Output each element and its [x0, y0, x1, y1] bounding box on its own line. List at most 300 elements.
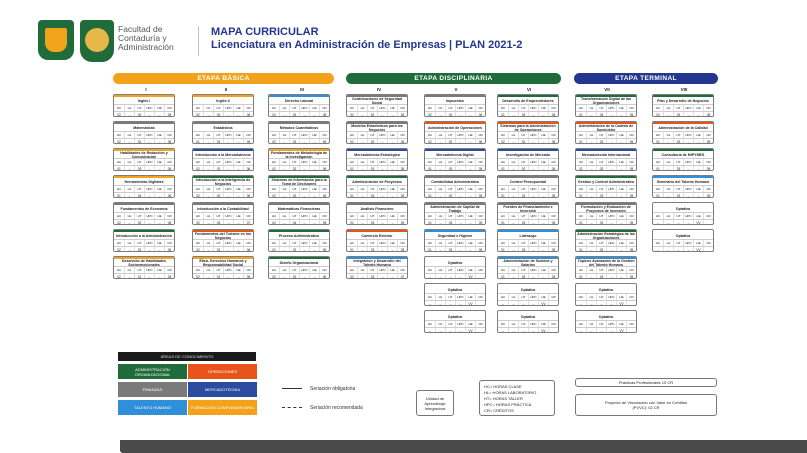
hours-value-cell: 05: [243, 274, 253, 279]
hours-header-cell: CR: [626, 240, 636, 246]
hours-value-row: [425, 219, 485, 225]
hours-value-cell: 02: [350, 275, 354, 279]
hours-header-cell: CR: [703, 186, 713, 192]
hours-value-cell: 02: [213, 166, 223, 171]
hours-header-cell: CR: [397, 267, 407, 273]
hours-value-cell: 05: [397, 220, 407, 225]
hours-header-cell: HPC: [144, 132, 154, 138]
hours-value-cell: --: [387, 247, 397, 252]
hours-header-cell: CR: [548, 294, 558, 300]
hours-header-cell: HL: [586, 132, 596, 138]
hours-value-cell: --: [377, 247, 387, 252]
hours-value-cell: 01: [579, 275, 583, 279]
course-name: Análisis Financiero: [347, 203, 407, 212]
semester-3: III: [300, 87, 304, 92]
hours-header-cell: CR: [397, 159, 407, 165]
hours-header-cell: HC: [500, 160, 506, 164]
semester-1: I: [145, 87, 147, 92]
hours-value-cell: --: [616, 193, 626, 198]
hours-header-cell: CR: [475, 105, 485, 111]
course-name: Contabilidad Administrativa: [425, 176, 485, 185]
hours-header-cell: HL: [203, 267, 213, 273]
course-card: [268, 256, 330, 279]
hours-value-cell: --: [223, 112, 233, 117]
hours-value-cell: 05: [475, 166, 485, 171]
hours-header-cell: HE: [233, 132, 243, 138]
hours-header-row: [269, 158, 329, 165]
hours-value-cell: 06: [319, 247, 329, 252]
course-name: Optativa: [520, 314, 536, 319]
hours-value-cell: 02: [117, 140, 121, 144]
hours-header-cell: HC: [427, 106, 433, 110]
hours-header-cell: HT: [289, 132, 299, 138]
hours-header-row: [653, 239, 713, 246]
hours-header-cell: HT: [596, 240, 606, 246]
hours-header-cell: HE: [233, 159, 243, 165]
hours-header-cell: HE: [465, 132, 475, 138]
hours-value-row: [193, 273, 253, 279]
hours-header-cell: HE: [616, 240, 626, 246]
hours-value-cell: 06: [475, 112, 485, 117]
hours-value-cell: 01: [196, 140, 200, 144]
hours-value-cell: 02: [117, 275, 121, 279]
hours-header-cell: HE: [693, 105, 703, 111]
hours-header-cell: HT: [134, 159, 144, 165]
hours-header-cell: HPC: [377, 267, 387, 273]
course-card: [424, 202, 486, 225]
hours-header-cell: HT: [445, 186, 455, 192]
hours-value-cell: 03: [518, 193, 528, 198]
hours-value-cell: 03: [134, 166, 144, 171]
unidad-integradora: Unidad de Aprendizaje Integradora: [416, 390, 454, 416]
course-card: [497, 175, 559, 198]
course-name: Derecho Laboral: [269, 95, 329, 104]
hours-header-cell: HPC: [528, 105, 538, 111]
hours-header-cell: HPC: [377, 159, 387, 165]
hours-header-cell: HT: [518, 132, 528, 138]
hours-header-row: [193, 212, 253, 219]
hours-value-cell: [703, 220, 713, 225]
course-name: Optativa: [447, 314, 463, 319]
hours-header-cell: HE: [538, 267, 548, 273]
hours-header-row: [114, 185, 174, 192]
course-card: [575, 148, 637, 171]
hours-value-row: [653, 192, 713, 198]
hours-header-cell: HPC: [683, 186, 693, 192]
hours-value-cell: --: [357, 274, 367, 279]
hours-header-cell: CR: [319, 213, 329, 219]
hours-value-cell: --: [279, 193, 289, 198]
hours-value-cell: --: [445, 301, 455, 306]
hours-value-cell: --: [693, 112, 703, 117]
hours-value-cell: 01: [213, 274, 223, 279]
hours-value-cell: 01: [501, 194, 505, 198]
hours-value-cell: 03: [518, 112, 528, 117]
hours-header-cell: HC: [500, 268, 506, 272]
hours-value-cell: --: [579, 302, 583, 306]
hours-header-cell: CR: [319, 132, 329, 138]
hours-value-cell: 05: [626, 139, 636, 144]
hours-value-cell: 02: [289, 112, 299, 117]
hours-header-cell: HPC: [455, 321, 465, 327]
abbr-hpc: HPC= HORAS PRÁCTICA: [484, 402, 532, 407]
course-card: [192, 148, 254, 171]
hours-header-row: [269, 212, 329, 219]
hours-header-cell: HC: [195, 187, 201, 191]
hours-value-cell: --: [435, 139, 445, 144]
hours-header-cell: CR: [243, 159, 253, 165]
hours-value-cell: 02: [117, 113, 121, 117]
hours-value-cell: --: [508, 139, 518, 144]
hours-value-cell: VV: [538, 301, 548, 306]
hours-header-cell: HE: [387, 213, 397, 219]
hours-value-cell: 02: [196, 113, 200, 117]
hours-value-row: [653, 246, 713, 252]
hours-value-row: [193, 192, 253, 198]
hours-value-row: [425, 138, 485, 144]
hours-header-cell: HL: [663, 132, 673, 138]
course-card: [268, 175, 330, 198]
hours-header-cell: HT: [367, 132, 377, 138]
course-name: Integración y Desarrollo del Talento Humano: [347, 257, 407, 266]
hours-value-cell: --: [663, 247, 673, 252]
hours-header-cell: HPC: [377, 132, 387, 138]
hours-header-cell: HC: [578, 241, 584, 245]
hours-header-cell: HC: [349, 214, 355, 218]
hours-value-cell: --: [455, 112, 465, 117]
hours-value-cell: --: [203, 247, 213, 252]
hours-value-row: [114, 246, 174, 252]
hours-value-cell: [626, 301, 636, 306]
course-card: [575, 175, 637, 198]
footer-diagonal: [108, 440, 122, 453]
hours-header-cell: HT: [445, 294, 455, 300]
hours-header-cell: CR: [164, 132, 174, 138]
hours-value-cell: --: [445, 274, 455, 279]
hours-header-cell: HPC: [377, 186, 387, 192]
hours-value-cell: --: [357, 166, 367, 171]
hours-header-cell: HE: [233, 105, 243, 111]
hours-value-cell: --: [233, 247, 243, 252]
hours-header-cell: HL: [203, 240, 213, 246]
hours-value-row: [498, 165, 558, 171]
hours-header-cell: CR: [243, 213, 253, 219]
hours-header-cell: HT: [289, 267, 299, 273]
hours-value-cell: 03: [518, 220, 528, 225]
hours-header-cell: HL: [357, 213, 367, 219]
hours-value-cell: --: [518, 301, 528, 306]
hours-value-cell: --: [518, 328, 528, 333]
course-card: [113, 121, 175, 144]
hours-header-cell: HPC: [606, 159, 616, 165]
hours-header-cell: HT: [445, 132, 455, 138]
hours-header-cell: CR: [475, 186, 485, 192]
hours-value-row: [498, 273, 558, 279]
hours-header-cell: HPC: [144, 267, 154, 273]
course-card: [497, 283, 559, 306]
hours-header-cell: CR: [243, 240, 253, 246]
hours-value-cell: --: [465, 112, 475, 117]
hours-value-cell: 03: [596, 112, 606, 117]
hours-header-cell: HPC: [528, 240, 538, 246]
course-card: [424, 283, 486, 306]
hours-header-cell: HL: [203, 105, 213, 111]
hours-header-cell: HT: [134, 267, 144, 273]
hours-value-cell: --: [508, 166, 518, 171]
hours-header-cell: HL: [124, 132, 134, 138]
hours-value-cell: --: [279, 112, 289, 117]
hours-value-cell: 06: [319, 112, 329, 117]
hours-value-cell: --: [508, 301, 518, 306]
faculty-logo: [80, 20, 114, 62]
course-name: Gestión y Control Administrativo: [576, 176, 636, 185]
hours-value-cell: --: [606, 328, 616, 333]
hours-value-cell: 03: [367, 247, 377, 252]
hours-header-cell: HL: [203, 186, 213, 192]
hours-header-cell: HPC: [299, 213, 309, 219]
hours-value-cell: --: [144, 193, 154, 198]
hours-header-cell: HC: [349, 268, 355, 272]
hours-header-cell: HT: [596, 132, 606, 138]
hours-header-cell: HL: [357, 105, 367, 111]
area-organizacional: ADMINISTRACIÓN ORGANIZACIONAL: [118, 364, 187, 379]
hours-value-cell: --: [455, 139, 465, 144]
hours-header-cell: HE: [616, 294, 626, 300]
hours-header-cell: HT: [134, 105, 144, 111]
hours-header-cell: CR: [548, 105, 558, 111]
hours-value-cell: --: [387, 220, 397, 225]
hours-header-cell: HL: [435, 105, 445, 111]
hours-header-cell: HT: [596, 321, 606, 327]
hours-header-cell: HC: [578, 160, 584, 164]
area-operaciones: OPERACIONES: [188, 364, 257, 379]
hours-value-cell: 01: [350, 248, 354, 252]
hours-value-cell: 02: [196, 221, 200, 225]
hours-header-cell: HL: [663, 159, 673, 165]
hours-header-cell: HPC: [455, 186, 465, 192]
hours-value-row: [653, 138, 713, 144]
hours-header-cell: HC: [271, 160, 277, 164]
hours-value-cell: --: [683, 139, 693, 144]
hours-value-cell: 06: [319, 166, 329, 171]
hours-value-cell: --: [683, 247, 693, 252]
hours-header-cell: HE: [465, 321, 475, 327]
hours-value-cell: --: [223, 139, 233, 144]
course-name: Fuentes de Financiamiento e Inversión: [498, 203, 558, 212]
hours-value-cell: 01: [350, 194, 354, 198]
hours-value-cell: --: [144, 139, 154, 144]
course-card: [424, 175, 486, 198]
hours-header-cell: HC: [116, 268, 122, 272]
hours-value-cell: 05: [548, 220, 558, 225]
hours-header-cell: HT: [673, 240, 683, 246]
page-title: MAPA CURRICULAR: [211, 26, 319, 38]
hours-header-row: [269, 131, 329, 138]
hours-value-cell: 06: [319, 139, 329, 144]
hours-header-cell: HC: [578, 268, 584, 272]
hours-value-cell: --: [586, 274, 596, 279]
course-name: Optativa: [520, 287, 536, 292]
hours-header-cell: HE: [465, 294, 475, 300]
hours-value-cell: 02: [428, 140, 432, 144]
hours-value-cell: --: [501, 329, 505, 333]
hours-header-row: [425, 266, 485, 273]
hours-value-cell: --: [435, 193, 445, 198]
hours-value-cell: --: [154, 220, 164, 225]
hours-value-cell: 04: [289, 220, 299, 225]
hours-value-cell: 03: [596, 166, 606, 171]
hours-header-cell: HL: [508, 213, 518, 219]
hours-value-cell: --: [309, 247, 319, 252]
hours-value-cell: --: [579, 329, 583, 333]
hours-value-cell: --: [616, 220, 626, 225]
hours-value-cell: 02: [501, 140, 505, 144]
hours-header-cell: HL: [663, 240, 673, 246]
hours-header-row: [114, 104, 174, 111]
hours-value-cell: 06: [243, 193, 253, 198]
hours-value-cell: --: [124, 166, 134, 171]
hours-header-cell: HE: [233, 240, 243, 246]
hours-header-cell: HL: [586, 105, 596, 111]
hours-value-cell: 02: [213, 247, 223, 252]
hours-value-cell: 03: [213, 139, 223, 144]
hours-header-cell: HC: [116, 187, 122, 191]
abbr-ht: HT= HORAS TALLER: [484, 396, 523, 401]
hours-header-cell: HL: [357, 186, 367, 192]
course-card: [424, 148, 486, 171]
hours-value-cell: --: [299, 193, 309, 198]
hours-value-cell: --: [428, 329, 432, 333]
hours-value-cell: 03: [596, 193, 606, 198]
hours-header-cell: CR: [548, 186, 558, 192]
hours-header-row: [114, 131, 174, 138]
hours-header-row: [425, 293, 485, 300]
hours-header-cell: HT: [213, 186, 223, 192]
hours-header-cell: HE: [387, 186, 397, 192]
course-name: Introducción a la Administración: [114, 230, 174, 239]
hours-header-cell: HT: [596, 267, 606, 273]
hours-header-cell: HC: [427, 187, 433, 191]
hours-value-cell: --: [435, 247, 445, 252]
hours-value-cell: VV: [538, 328, 548, 333]
hours-value-cell: 01: [656, 167, 660, 171]
legend-title: ÁREAS DE CONOCIMIENTO: [118, 352, 256, 361]
hours-header-cell: HT: [518, 321, 528, 327]
hours-value-cell: --: [203, 139, 213, 144]
hours-value-cell: VV: [616, 301, 626, 306]
hours-value-cell: --: [528, 220, 538, 225]
hours-header-cell: HT: [213, 105, 223, 111]
course-name: Optativa: [447, 260, 463, 265]
hours-header-cell: HT: [596, 294, 606, 300]
hours-value-cell: --: [656, 221, 660, 225]
course-name: Optativa: [598, 314, 614, 319]
hours-value-cell: 05: [397, 193, 407, 198]
course-name: Métodos Cuantitativos: [269, 122, 329, 131]
hours-value-row: [425, 192, 485, 198]
hours-header-cell: CR: [626, 213, 636, 219]
hours-value-cell: --: [203, 166, 213, 171]
hours-header-cell: HC: [116, 160, 122, 164]
hours-header-cell: HE: [465, 186, 475, 192]
hours-value-cell: 06: [319, 274, 329, 279]
hours-value-cell: --: [387, 112, 397, 117]
hours-value-cell: --: [663, 193, 673, 198]
hours-header-cell: HC: [578, 214, 584, 218]
hours-header-cell: CR: [703, 105, 713, 111]
hours-value-cell: 06: [319, 193, 329, 198]
hours-value-cell: --: [387, 193, 397, 198]
hours-value-cell: 01: [579, 221, 583, 225]
hours-value-cell: [548, 328, 558, 333]
hours-header-row: [425, 131, 485, 138]
hours-header-cell: HC: [655, 214, 661, 218]
hours-header-cell: HE: [616, 186, 626, 192]
hours-header-cell: HE: [233, 186, 243, 192]
hours-header-cell: HE: [309, 132, 319, 138]
hours-header-cell: HE: [233, 213, 243, 219]
hours-header-cell: HT: [445, 105, 455, 111]
hours-value-cell: --: [299, 166, 309, 171]
hours-value-row: [193, 111, 253, 117]
hours-value-cell: 01: [501, 248, 505, 252]
hours-value-cell: 05: [548, 247, 558, 252]
hours-value-cell: 02: [367, 112, 377, 117]
hours-header-cell: HT: [518, 105, 528, 111]
hours-value-cell: --: [357, 139, 367, 144]
hours-value-cell: --: [279, 274, 289, 279]
hours-header-cell: HC: [655, 241, 661, 245]
hours-value-row: [498, 300, 558, 306]
hours-header-row: [425, 320, 485, 327]
hours-value-cell: [548, 301, 558, 306]
hours-value-cell: --: [203, 274, 213, 279]
hours-header-row: [193, 266, 253, 273]
hours-value-cell: 02: [445, 139, 455, 144]
course-name: Fundamentos de Metodología de la Investigación: [270, 150, 328, 159]
hours-header-cell: HT: [445, 240, 455, 246]
hours-value-cell: --: [586, 193, 596, 198]
hours-value-row: [193, 165, 253, 171]
hours-header-cell: HT: [596, 159, 606, 165]
hours-value-cell: 05: [703, 166, 713, 171]
course-name: Tópicos Avanzados de la Gestión del Talento Humano: [577, 258, 635, 267]
hours-header-row: [498, 266, 558, 273]
hours-header-cell: HL: [586, 240, 596, 246]
hours-header-cell: HT: [518, 213, 528, 219]
hours-header-cell: HT: [673, 159, 683, 165]
hours-header-row: [193, 158, 253, 165]
hours-header-cell: HC: [116, 133, 122, 137]
hours-value-cell: [475, 274, 485, 279]
hours-value-cell: --: [465, 247, 475, 252]
hours-value-cell: --: [455, 247, 465, 252]
hours-value-cell: --: [538, 166, 548, 171]
hours-value-cell: --: [357, 220, 367, 225]
hours-value-cell: --: [508, 274, 518, 279]
hours-value-cell: --: [299, 220, 309, 225]
hours-value-row: [576, 327, 636, 333]
hours-header-cell: HC: [195, 106, 201, 110]
hours-header-cell: CR: [626, 321, 636, 327]
hours-header-row: [193, 239, 253, 246]
hours-value-cell: 02: [272, 167, 276, 171]
hours-header-cell: HL: [435, 159, 445, 165]
stage-terminal: ETAPA TERMINAL: [574, 73, 718, 84]
course-card: [192, 175, 254, 198]
hours-header-row: [347, 185, 407, 192]
hours-header-cell: HT: [673, 105, 683, 111]
